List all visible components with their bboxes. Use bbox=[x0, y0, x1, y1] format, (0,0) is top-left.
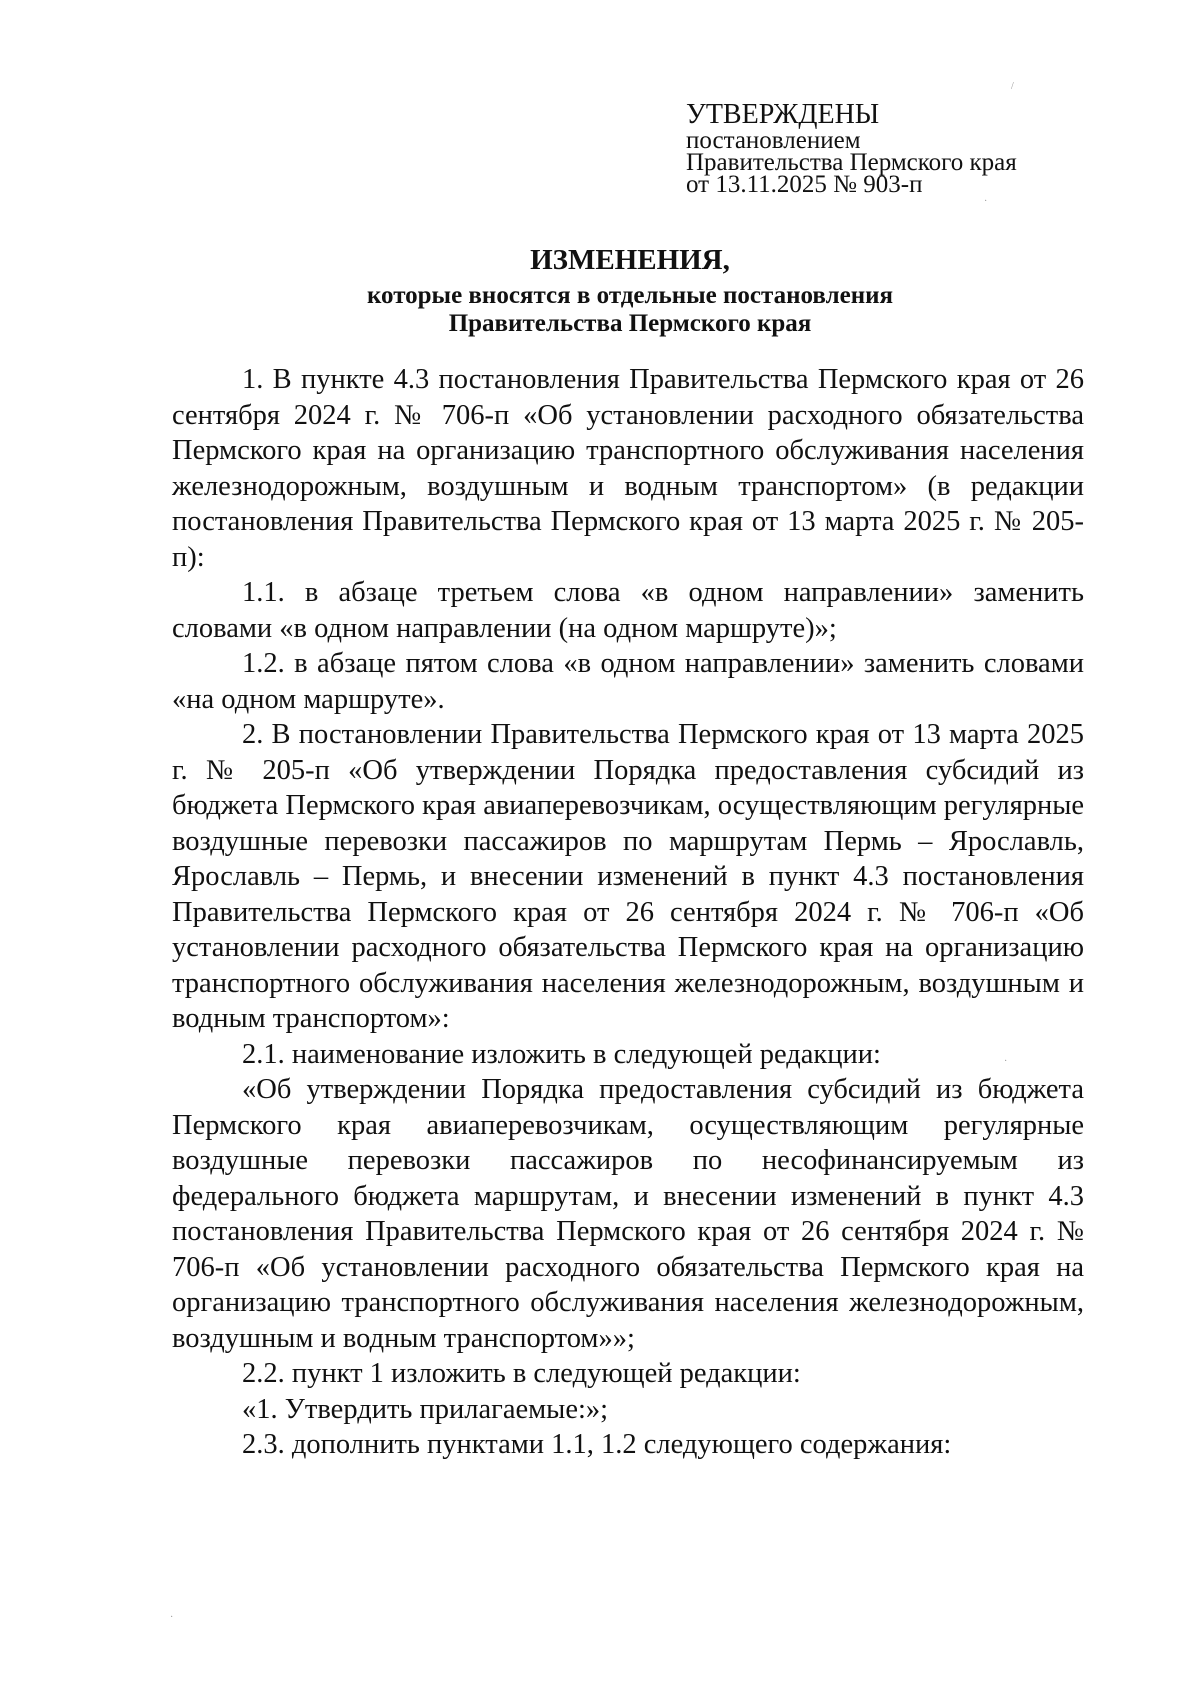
paragraph-1-1: 1.1. в абзаце третьем слова «в одном направлении» заменить словами «в одном направлении (на одном маршруте)»; bbox=[172, 577, 1084, 644]
approval-title: УТВЕРЖДЕНЫ bbox=[686, 99, 880, 130]
paragraph-1: 1. В пункте 4.3 постановления Правительства Пермского края от 26 сентября 2024 г. № 706-п «Об установлении расходного обязательства Пермского края на организацию транспортного обслуживания населения железнодорожным, воздушным и водным транспортом» (в редакции постановления Правительства Пермского края от 13 марта 2025 г. № 205-п): bbox=[172, 364, 1084, 573]
approval-line-1: постановлением bbox=[686, 127, 861, 154]
scan-speck: / bbox=[1011, 81, 1014, 92]
approval-stamp bbox=[686, 100, 1106, 196]
document-title: ИЗМЕНЕНИЯ, bbox=[530, 244, 730, 276]
paragraph-1-2: 1.2. в абзаце пятом слова «в одном направлении» заменить словами «на одном маршруте». bbox=[172, 648, 1084, 715]
document-subtitle-line-2: Правительства Пермского края bbox=[448, 310, 812, 337]
document-body bbox=[172, 362, 1084, 1463]
paragraph-2-1-quote: «Об утверждении Порядка предоставления субсидий из бюджета Пермского края авиаперевозчикам, осуществляющим регулярные воздушные перевозки пассажиров по несофинансируемым из федерального бюджета маршрутам, и внесении изменений в пункт 4.3 постановления Правительства Пермского края от 26 сентября 2024 г. № 706-п «Об установлении расходного обязательства Пермского края на организацию транспортного обслуживания населения железнодорожным, воздушным и водным транспортом»»; bbox=[172, 1074, 1084, 1354]
approval-line-2: Правительства Пермского края bbox=[686, 149, 1017, 176]
paragraph-2-2: 2.2. пункт 1 изложить в следующей редакции: bbox=[242, 1358, 801, 1389]
document-subtitle-line-1: которые вносятся в отдельные постановления bbox=[366, 282, 894, 309]
scan-speck: · bbox=[1004, 1056, 1008, 1067]
approval-line-3: от 13.11.2025 № 903-п bbox=[686, 171, 923, 198]
paragraph-2-3: 2.3. дополнить пунктами 1.1, 1.2 следующего содержания: bbox=[242, 1429, 952, 1460]
scan-speck: · bbox=[170, 1612, 174, 1623]
paragraph-2-2-quote: «1. Утвердить прилагаемые:»; bbox=[242, 1393, 609, 1425]
paragraph-2-1: 2.1. наименование изложить в следующей редакции: bbox=[242, 1038, 881, 1070]
scan-speck: · bbox=[984, 196, 988, 207]
document-subtitle bbox=[172, 282, 1088, 338]
paragraph-2: 2. В постановлении Правительства Пермского края от 13 марта 2025 г. № 205-п «Об утверждении Порядка предоставления субсидий из бюджета Пермского края авиаперевозчикам, осуществляющим регулярные воздушные перевозки пассажиров по маршрутам Пермь – Ярославль, Ярославль – Пермь, и внесении изменений в пункт 4.3 постановления Правительства Пермского края от 26 сентября 2024 г. № 706-п «Об установлении расходного обязательства Пермского края на организацию транспортного обслуживания населения железнодорожным, воздушным и водным транспортом»: bbox=[172, 719, 1084, 1034]
